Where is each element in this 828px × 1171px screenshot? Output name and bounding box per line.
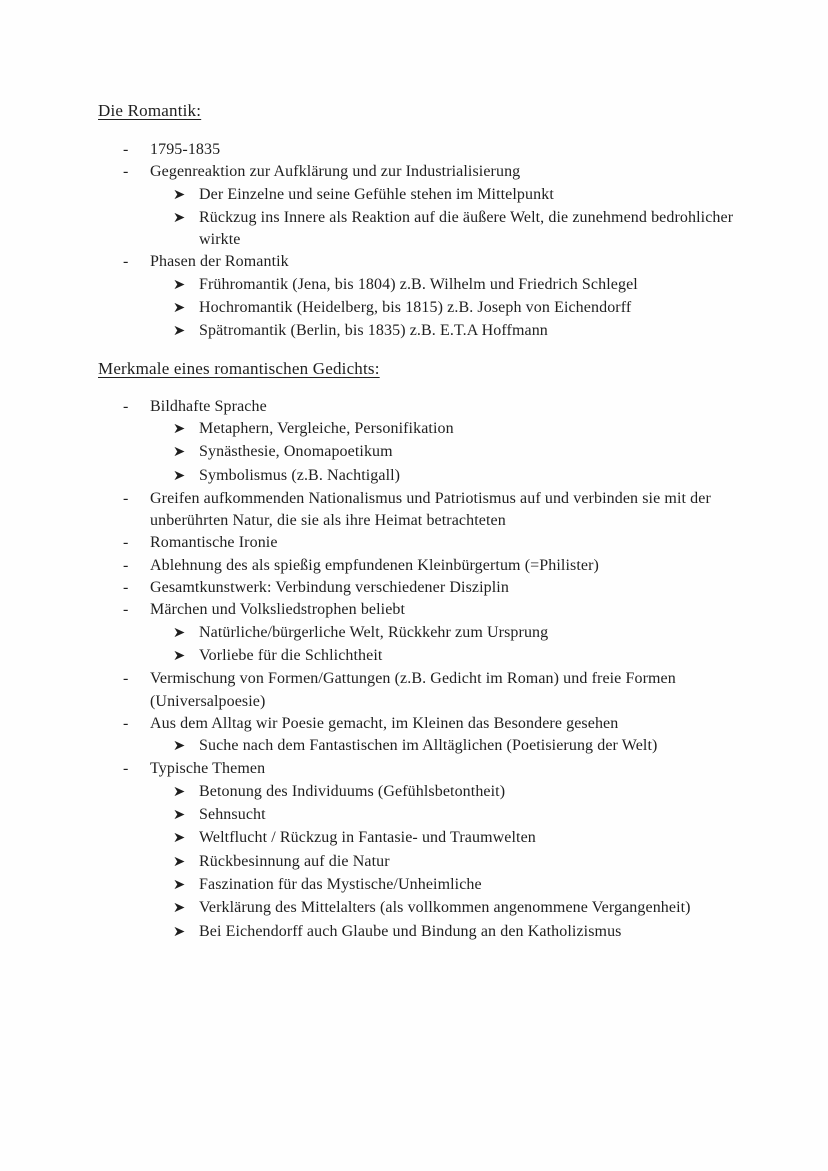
section-list-romantik xyxy=(98,139,760,344)
dash-bullet: - xyxy=(123,397,129,415)
dash-bullet: - xyxy=(123,714,129,732)
dash-bullet: - xyxy=(123,579,129,597)
section-heading-romantik: Die Romantik: xyxy=(98,101,202,120)
list-item-text: Rückbesinnung auf die Natur xyxy=(199,852,390,870)
list-item-text: Vermischung von Formen/Gattungen (z.B. Gedicht im Roman) und freie Formen (Universalpoesie) xyxy=(150,670,676,710)
list-item-text: Der Einzelne und seine Gefühle stehen im Mittelpunkt xyxy=(199,185,554,203)
list-item-text: Faszination für das Mystische/Unheimliche xyxy=(199,875,482,893)
list-item xyxy=(123,668,760,713)
list-item-text: Märchen und Volksliedstrophen beliebt xyxy=(150,601,406,619)
list-item-text: Synästhesie, Onomapoetikum xyxy=(199,443,393,461)
list-item xyxy=(174,645,760,668)
arrow-bullet-icon xyxy=(174,297,199,320)
arrow-bullet-icon xyxy=(174,207,199,230)
arrow-bullet-icon xyxy=(174,184,199,207)
list-item xyxy=(123,555,760,577)
arrow-bullet-icon xyxy=(174,897,199,920)
list-item xyxy=(174,874,760,897)
section-heading-merkmale: Merkmale eines romantischen Gedichts: xyxy=(98,358,380,378)
dash-bullet: - xyxy=(123,253,129,271)
list-item-text: Aus dem Alltag wir Poesie gemacht, im Kleinen das Besondere gesehen xyxy=(150,714,619,732)
list-item xyxy=(174,207,760,252)
dash-bullet: - xyxy=(123,556,129,574)
arrow-bullet-icon xyxy=(174,320,199,343)
arrow-bullet-icon xyxy=(174,645,199,668)
list-item xyxy=(123,139,760,161)
list-item-text: Greifen aufkommenden Nationalismus und Patriotismus auf und verbinden sie mit der unberührten Natur, die sie als ihre Heimat betrachteten xyxy=(150,489,711,530)
dash-bullet: - xyxy=(123,141,129,158)
list-item xyxy=(174,441,760,464)
list-item-text: 1795-1835 xyxy=(150,141,221,158)
arrow-bullet-icon xyxy=(174,804,199,827)
arrow-bullet-icon xyxy=(174,735,199,758)
list-item-text: Vorliebe für die Schlichtheit xyxy=(199,646,383,664)
list-item-text: Frühromantik (Jena, bis 1804) z.B. Wilhelm und Friedrich Schlegel xyxy=(199,275,638,293)
list-item-text: Romantische Ironie xyxy=(150,534,278,552)
list-item xyxy=(174,735,760,758)
list-item xyxy=(123,488,760,533)
dash-bullet: - xyxy=(123,760,129,778)
arrow-bullet-icon xyxy=(174,465,199,488)
dash-bullet: - xyxy=(123,534,129,552)
list-item-text: Spätromantik (Berlin, bis 1835) z.B. E.T.A Hoffmann xyxy=(199,322,548,340)
arrow-bullet-icon xyxy=(174,781,199,804)
list-item-text: Verklärung des Mittelalters (als vollkommen angenommene Vergangenheit) xyxy=(199,899,691,917)
list-item-text: Suche nach dem Fantastischen im Alltäglichen (Poetisierung der Welt) xyxy=(199,737,658,755)
list-item xyxy=(123,577,760,599)
list-item xyxy=(174,297,760,320)
list-item xyxy=(174,851,760,874)
list-item-text: Natürliche/bürgerliche Welt, Rückkehr zum Ursprung xyxy=(199,623,549,641)
dash-bullet: - xyxy=(123,163,129,181)
arrow-bullet-icon xyxy=(174,441,199,464)
arrow-bullet-icon xyxy=(174,274,199,297)
list-item-text: Bei Eichendorff auch Glaube und Bindung an den Katholizismus xyxy=(199,922,622,940)
list-item xyxy=(174,781,760,804)
list-item-text: Rückzug ins Innere als Reaktion auf die äußere Welt, die zunehmend bedrohlicher wirkte xyxy=(199,208,734,249)
list-item xyxy=(123,251,760,273)
list-item xyxy=(174,184,760,207)
dash-bullet: - xyxy=(123,601,129,619)
list-item xyxy=(174,622,760,645)
section-list-merkmale xyxy=(98,396,760,944)
list-item xyxy=(174,897,760,920)
list-item-text: Weltflucht / Rückzug in Fantasie- und Traumwelten xyxy=(199,829,536,847)
arrow-bullet-icon xyxy=(174,418,199,441)
list-item-text: Gesamtkunstwerk: Verbindung verschiedener Disziplin xyxy=(150,579,509,597)
arrow-bullet-icon xyxy=(174,827,199,850)
list-item-text: Phasen der Romantik xyxy=(150,253,289,271)
list-item-text: Betonung des Individuums (Gefühlsbetontheit) xyxy=(199,782,506,800)
list-item xyxy=(174,320,760,343)
list-item xyxy=(174,274,760,297)
list-item xyxy=(174,921,760,944)
list-item-text: Typische Themen xyxy=(150,760,266,778)
dash-bullet: - xyxy=(123,670,129,688)
dash-bullet: - xyxy=(123,489,129,507)
list-item xyxy=(123,532,760,554)
arrow-bullet-icon xyxy=(174,851,199,874)
list-item xyxy=(123,599,760,621)
list-item xyxy=(174,827,760,850)
list-item xyxy=(174,465,760,488)
list-item-text: Symbolismus (z.B. Nachtigall) xyxy=(199,466,401,484)
list-item-text: Hochromantik (Heidelberg, bis 1815) z.B. Joseph von Eichendorff xyxy=(199,299,632,317)
arrow-bullet-icon xyxy=(174,874,199,897)
list-item-text: Bildhafte Sprache xyxy=(150,397,267,415)
arrow-bullet-icon xyxy=(174,622,199,645)
list-item xyxy=(123,713,760,735)
list-item xyxy=(174,418,760,441)
list-item-text: Ablehnung des als spießig empfundenen Kleinbürgertum (=Philister) xyxy=(150,556,599,574)
list-item xyxy=(123,396,760,418)
arrow-bullet-icon xyxy=(174,921,199,944)
list-item-text: Metaphern, Vergleiche, Personifikation xyxy=(199,419,454,437)
list-item xyxy=(174,804,760,827)
list-item-text: Gegenreaktion zur Aufklärung und zur Industrialisierung xyxy=(150,163,521,181)
list-item xyxy=(123,161,760,183)
list-item xyxy=(123,758,760,780)
list-item-text: Sehnsucht xyxy=(199,806,266,824)
